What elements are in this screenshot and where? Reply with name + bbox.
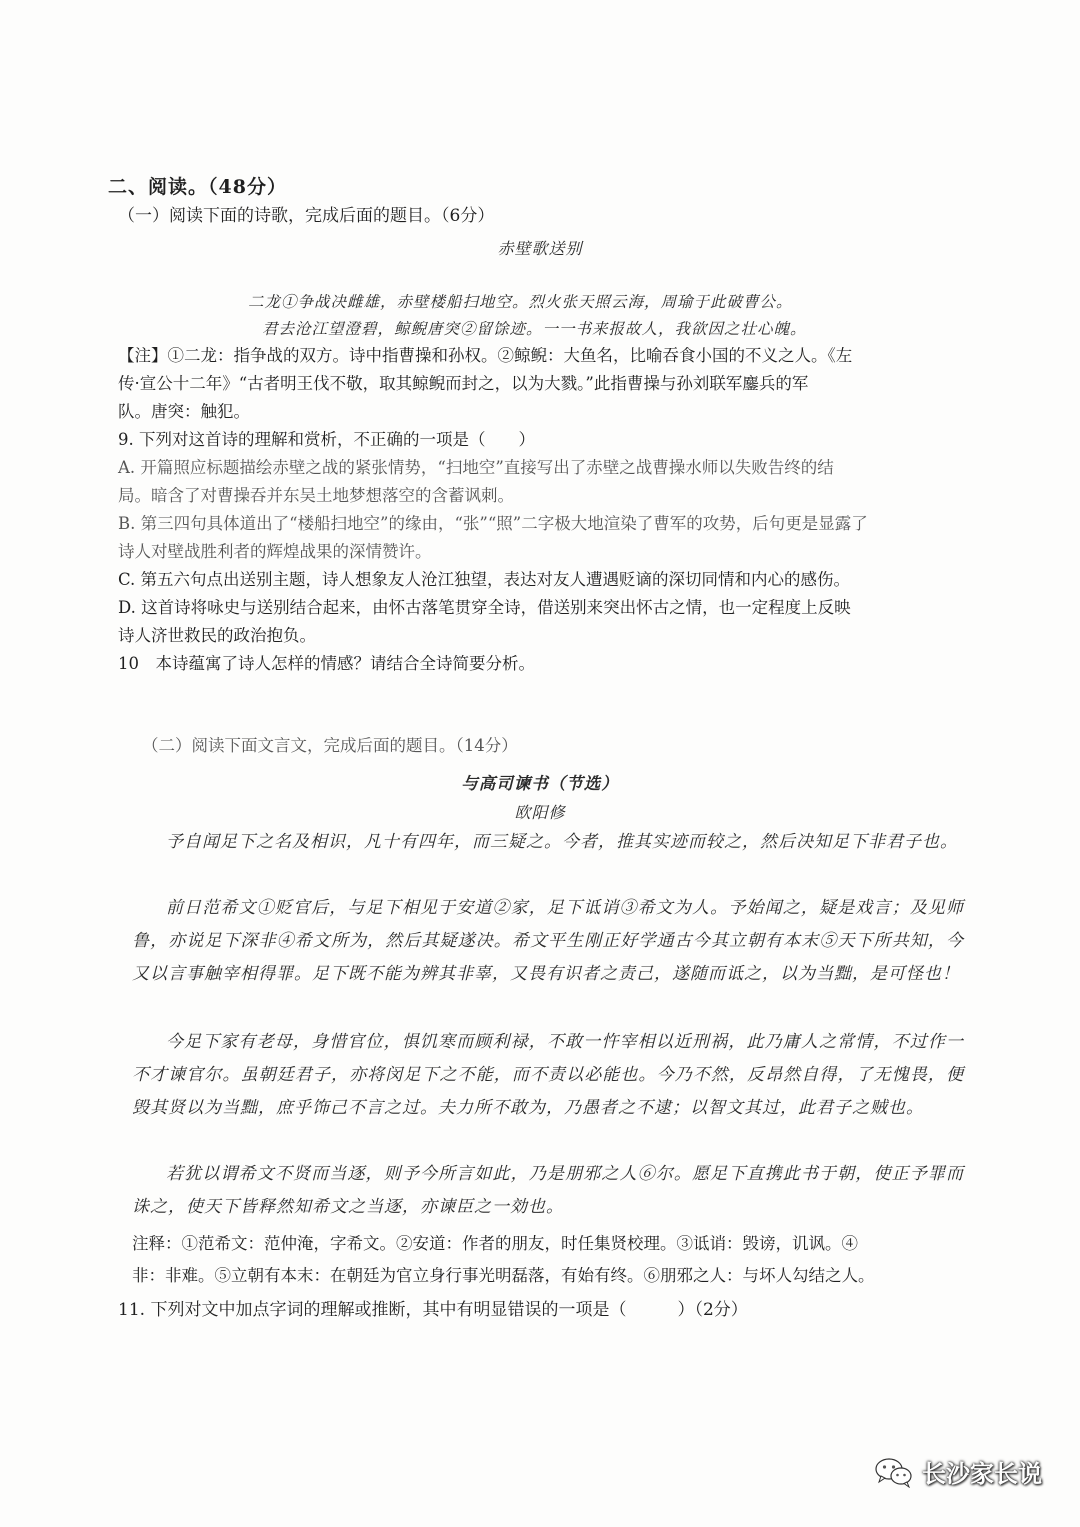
essay-paragraph-4: 若犹以谓希文不贤而当逐，则予今所言如此，乃是朋邪之人⑥尔。愿足下直携此书于朝，使正予罪而诛之，使天下皆释然知希文之当逐，亦谏臣之一効也。 <box>132 1164 964 1217</box>
section-heading: 二、阅读。（48分） <box>108 176 287 198</box>
watermark-text: 长沙家长说 <box>922 1460 1042 1488</box>
question-9: 9. 下列对这首诗的理解和赏析，不正确的一项是（ ） <box>118 430 535 449</box>
poem-title: 赤壁歌送别 <box>497 239 583 258</box>
poem-line-2: 君去沧江望澄碧，鲸鲵唐突②留馀迹。一一书来报故人，我欲因之壮心魄。 <box>262 320 807 338</box>
wechat-icon <box>874 1456 914 1488</box>
option-b-line-2: 诗人对壁战胜利者的辉煌战果的深情赞许。 <box>118 542 432 561</box>
option-a-line-1: A. 开篇照应标题描绘赤壁之战的紧张情势，“扫地空”直接写出了赤壁之战曹操水师以失败告终的结 <box>118 458 834 477</box>
part2-instruction: （二）阅读下面文言文，完成后面的题目。（14分） <box>142 736 518 755</box>
essay-notes-line-2: 非：非难。⑤立朝有本末：在朝廷为官立身行事光明磊落，有始有终。⑥朋邪之人：与坏人勾结之人。 <box>132 1266 875 1285</box>
essay-paragraph-1: 予自闻足下之名及相识，凡十有四年，而三疑之。今者，推其实迹而较之，然后决知足下非君子也。 <box>166 832 958 852</box>
poem-note-line-1: 【注】①二龙：指争战的双方。诗中指曹操和孙权。②鲸鲵：大鱼名，比喻吞食小国的不义之人。《左 <box>118 346 853 365</box>
option-a-line-2: 局。暗含了对曹操吞并东吴土地梦想落空的含蓄讽刺。 <box>118 486 514 505</box>
essay-paragraph-2: 前日范希文①贬官后，与足下相见于安道②家，足下诋诮③希文为人。予始闻之，疑是戏言；及见师鲁，亦说足下深非④希文所为，然后其疑遂决。希文平生刚正好学通古今其立朝有本末⑤天下所共知，今又以言事触宰相得罪。足下既不能为辨其非辜，又畏有识者之责己，遂随而诋之，以为当黜，是可怪也！ <box>132 898 964 984</box>
poem-note-line-2: 传·宣公十二年》“古者明王伐不敬，取其鲸鲵而封之，以为大戮。”此指曹操与孙刘联军鏖兵的军 <box>118 374 809 393</box>
essay-paragraph-3: 今足下家有老母，身惜官位，惧饥寒而顾利禄，不敢一忤宰相以近刑祸，此乃庸人之常情，不过作一不才谏官尔。虽朝廷君子，亦将闵足下之不能，而不责以必能也。今乃不然，反昂然自得，了无愧畏，便毁其贤以为当黜，庶乎饰己不言之过。夫力所不敢为，乃愚者之不逮；以智文其过，此君子之贼也。 <box>132 1032 964 1118</box>
option-c: C. 第五六句点出送别主题，诗人想象友人沧江独望，表达对友人遭遇贬谪的深切同情和内心的感伤。 <box>118 570 851 589</box>
part1-instruction: （一）阅读下面的诗歌，完成后面的题目。（6分） <box>118 206 495 226</box>
essay-author: 欧阳修 <box>514 803 566 822</box>
question-11: 11. 下列对文中加点字词的理解或推断，其中有明显错误的一项是（ ）（2分） <box>118 1300 748 1320</box>
watermark <box>874 1454 1042 1489</box>
poem-line-1: 二龙①争战决雌雄，赤壁楼船扫地空。烈火张天照云海，周瑜于此破曹公。 <box>248 293 793 311</box>
essay-notes-line-1: 注释：①范希文：范仲淹，字希文。②安道：作者的朋友，时任集贤校理。③诋诮：毁谤，讥讽。④ <box>132 1234 858 1253</box>
option-d-line-2: 诗人济世救民的政治抱负。 <box>118 626 316 645</box>
poem-note-line-3: 队。唐突：触犯。 <box>118 402 250 421</box>
option-b-line-1: B. 第三四句具体道出了“楼船扫地空”的缘由，“张”“照”二字极大地渲染了曹军的攻势，后句更是显露了 <box>118 514 868 533</box>
option-d-line-1: D. 这首诗将咏史与送别结合起来，由怀古落笔贯穿全诗，借送别来突出怀古之情，也一定程度上反映 <box>118 598 851 617</box>
question-10: 10 本诗蕴寓了诗人怎样的情感？请结合全诗简要分析。 <box>118 654 535 673</box>
essay-title: 与高司谏书（节选） <box>461 774 619 793</box>
